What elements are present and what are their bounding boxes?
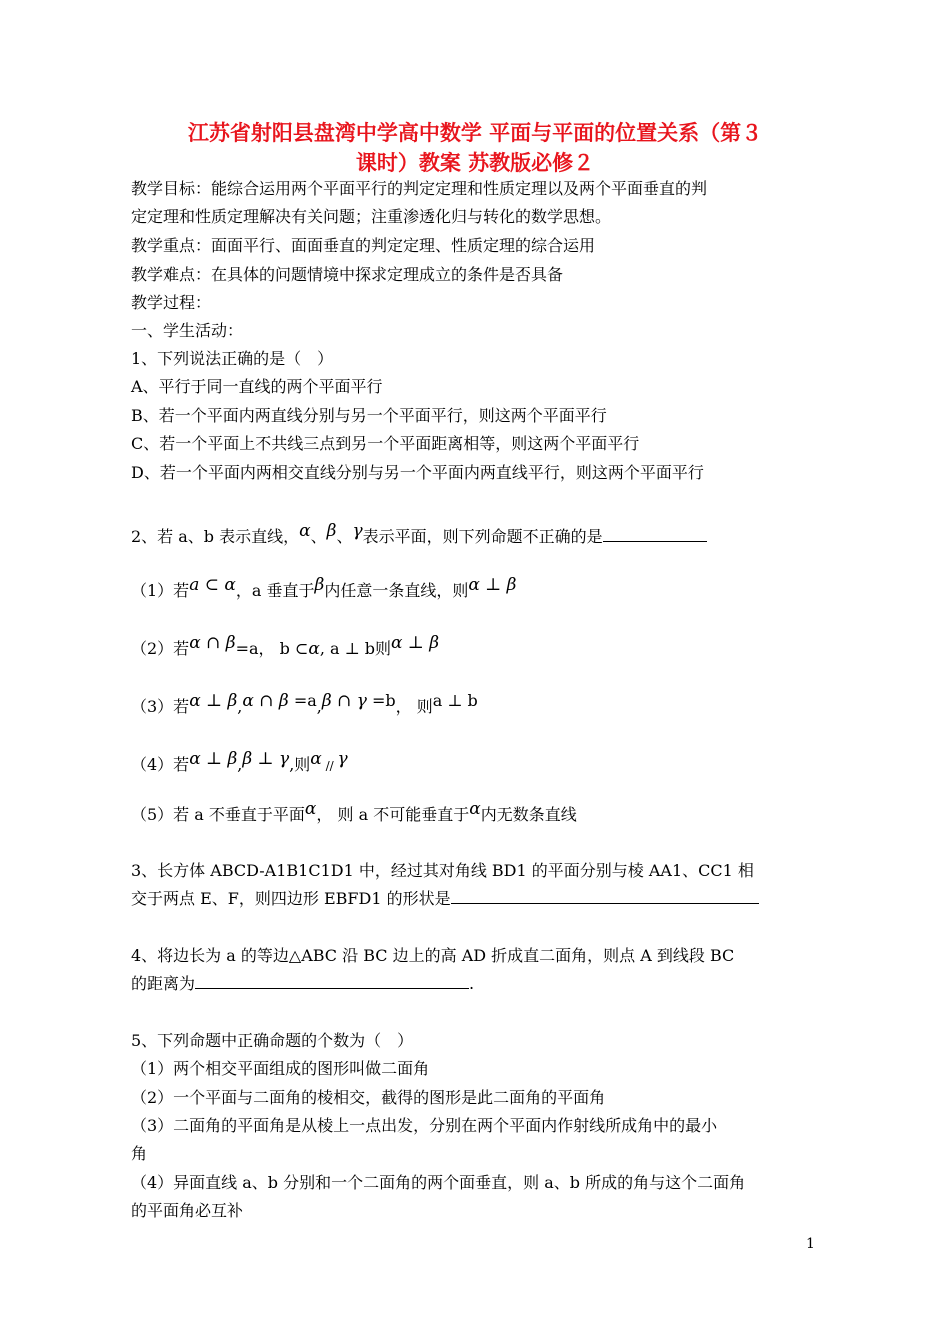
q2-item-3-eq-a: =a bbox=[288, 691, 317, 710]
question-1-option-a: A、平行于同一直线的两个平面平行 bbox=[131, 377, 383, 396]
question-5-item-2: （2）一个平面与二面角的棱相交，截得的图形是此二面角的平面角 bbox=[131, 1088, 606, 1107]
q2-item-2-expr-1: α ∩ β bbox=[189, 633, 236, 653]
teaching-goal-continued: 定定理和性质定理解决有关问题；注重渗透化归与转化的数学思想。 bbox=[131, 207, 612, 226]
question-4-line-1: 4、将边长为 a 的等边△ABC 沿 BC 边上的高 AD 折成直二面角，则点 A 到线段 BC bbox=[131, 946, 735, 965]
q4-text: 的距离为 bbox=[131, 974, 196, 993]
q2-item-3-expr-1: α ⊥ β bbox=[189, 691, 238, 711]
q2-item-4-prefix: （4）若 bbox=[131, 755, 190, 774]
q2-item-3-expr-4: a ⊥ b bbox=[432, 691, 478, 710]
question-3-line-2 bbox=[131, 888, 759, 910]
q2-item-2-prefix: （2）若 bbox=[131, 639, 190, 658]
q2-item-1-expr-2: α ⊥ β bbox=[468, 575, 517, 595]
q2-item-1-text-1: ，a 垂直于 bbox=[235, 581, 315, 600]
q2-item-3-comma-2: , bbox=[316, 697, 322, 716]
teaching-difficulty: 教学难点：在具体的问题情境中探求定理成立的条件是否具备 bbox=[131, 265, 564, 284]
question-1-option-d: D、若一个平面内两相交直线分别与另一个平面内两直线平行，则这两个平面平行 bbox=[131, 463, 704, 482]
gamma-symbol: γ bbox=[352, 521, 363, 541]
q2-item-4-then: ,则 bbox=[289, 755, 311, 774]
answer-blank-q2 bbox=[603, 527, 707, 542]
q2-item-4-alpha: α bbox=[310, 749, 322, 769]
q2-item-1-expr-1: a ⊂ α bbox=[189, 575, 236, 595]
document-title-line-2: 课时）教案 苏教版必修２ bbox=[355, 151, 595, 175]
question-3-line-1: 3、长方体 ABCD-A1B1C1D1 中，经过其对角线 BD1 的平面分别与棱 AA1、CC1 相 bbox=[131, 861, 754, 880]
q2-text-1: 2、若 a、b 表示直线， bbox=[131, 527, 300, 546]
q2-item-3-then: ， 则 bbox=[395, 697, 433, 716]
q2-item-5-text-3: 内无数条直线 bbox=[480, 805, 577, 824]
question-2-item-4 bbox=[131, 749, 348, 777]
q2-item-3-prefix: （3）若 bbox=[131, 697, 190, 716]
q2-item-2-text-1: =a， b ⊂ bbox=[235, 639, 309, 658]
question-1-option-c: C、若一个平面上不共线三点到另一个平面距离相等，则这两个平面平行 bbox=[131, 434, 640, 453]
question-5-stem: 5、下列命题中正确命题的个数为（ ） bbox=[131, 1031, 414, 1050]
document-title-line-1: 江苏省射阳县盘湾中学高中数学 平面与平面的位置关系（第３ bbox=[187, 121, 763, 145]
beta-symbol: β bbox=[326, 521, 337, 541]
q2-item-3-expr-3: β ∩ γ bbox=[321, 691, 367, 711]
q2-item-4-expr-1: α ⊥ β bbox=[189, 749, 238, 769]
q2-item-5-text-2: ， 则 a 不可能垂直于 bbox=[316, 805, 470, 824]
q2-item-3-eq-b: =b bbox=[366, 691, 396, 710]
teaching-process: 教学过程： bbox=[131, 293, 212, 312]
q2-item-4-expr-2: β ⊥ γ bbox=[242, 749, 290, 769]
alpha-symbol: α bbox=[299, 521, 311, 541]
question-4-line-2 bbox=[131, 973, 474, 995]
q2-item-4-gamma: γ bbox=[337, 749, 348, 769]
q2-sep-1: 、 bbox=[310, 527, 327, 546]
teaching-goal: 教学目标：能综合运用两个平面平行的判定定理和性质定理以及两个平面垂直的判 bbox=[131, 179, 708, 198]
q2-item-4-comma: , bbox=[237, 755, 243, 774]
question-2-item-1 bbox=[131, 575, 517, 602]
question-2-stem bbox=[131, 521, 707, 548]
question-2-item-3 bbox=[131, 691, 478, 718]
teaching-key-points: 教学重点：面面平行、面面垂直的判定定理、性质定理的综合运用 bbox=[131, 236, 596, 255]
question-2-item-2 bbox=[131, 633, 440, 660]
question-5-item-1: （1）两个相交平面组成的图形叫做二面角 bbox=[131, 1059, 430, 1078]
q2-item-5-alpha-2: α bbox=[469, 799, 481, 819]
q2-item-1-text-2: 内任意一条直线，则 bbox=[324, 581, 469, 600]
question-1-stem: 1、下列说法正确的是（ ） bbox=[131, 349, 334, 368]
question-5-item-3: （3）二面角的平面角是从棱上一点出发，分别在两个平面内作射线所成角中的最小 bbox=[131, 1116, 718, 1135]
answer-blank-q3 bbox=[451, 889, 759, 904]
q2-item-2-expr-2: α ⊥ β bbox=[391, 633, 440, 653]
q2-item-3-comma-1: , bbox=[237, 697, 243, 716]
q2-item-3-expr-2: α ∩ β bbox=[242, 691, 289, 711]
q2-text-2: 表示平面，则下列命题不正确的是 bbox=[362, 527, 603, 546]
q4-period: . bbox=[469, 974, 475, 993]
q2-item-2-alpha: α bbox=[308, 639, 320, 659]
q2-item-1-prefix: （1）若 bbox=[131, 581, 190, 600]
q2-item-5-text-1: （5）若 a 不垂直于平面 bbox=[131, 805, 305, 824]
question-2-item-5 bbox=[131, 799, 577, 826]
question-5-item-4: （4）异面直线 a、b 分别和一个二面角的两个面垂直，则 a、b 所成的角与这个二面角 bbox=[131, 1173, 746, 1192]
q2-item-5-alpha-1: α bbox=[304, 799, 317, 819]
page-number: 1 bbox=[806, 1236, 815, 1252]
q2-sep-2: 、 bbox=[336, 527, 353, 546]
section-student-activity: 一、学生活动： bbox=[131, 321, 244, 340]
question-1-option-b: B、若一个平面内两直线分别与另一个平面平行，则这两个平面平行 bbox=[131, 406, 607, 425]
q3-text: 交于两点 E、F，则四边形 EBFD1 的形状是 bbox=[131, 889, 451, 908]
q2-item-4-parallel: // bbox=[321, 759, 338, 773]
q2-item-2-then: 则 bbox=[375, 639, 392, 658]
q2-item-2-text-2: , a ⊥ b bbox=[319, 639, 375, 658]
question-5-item-4-continued: 的平面角必互补 bbox=[131, 1201, 244, 1220]
question-5-item-3-continued: 角 bbox=[131, 1144, 148, 1163]
q2-item-1-beta: β bbox=[314, 575, 325, 595]
answer-blank-q4 bbox=[195, 974, 469, 989]
